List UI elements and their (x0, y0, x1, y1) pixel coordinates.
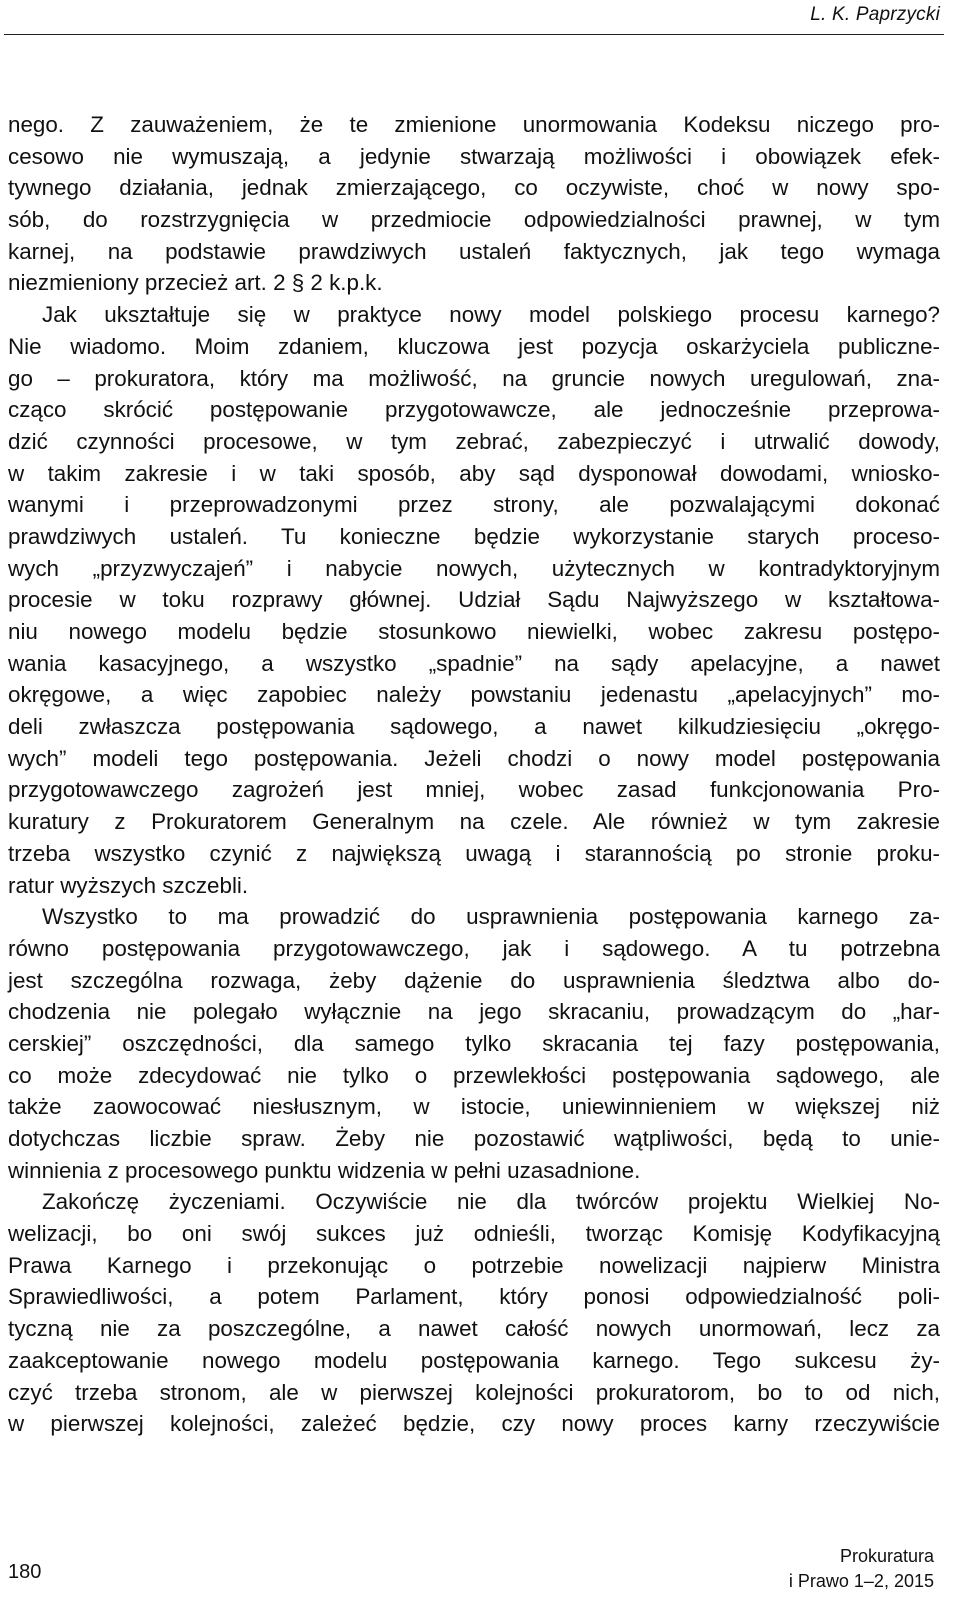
text-line: okręgowe, a więc zapobiec należy powstaniu jedenastu „apelacyjnych” mo- (8, 682, 940, 708)
text-line: deli zwłaszcza postępowania sądowego, a nawet kilkudziesięciu „okręgo- (8, 714, 940, 740)
text-line: zaakceptowanie nowego modelu postępowania karnego. Tego sukcesu ży- (8, 1347, 940, 1373)
text-line: procesie w toku rozprawy głównej. Udział Sądu Najwyższego w kształtowa- (8, 587, 940, 613)
text-line: tywnego działania, jednak zmierzającego, co oczywiste, choć w nowy spo- (8, 175, 940, 201)
text-line: go – prokuratora, który ma możliwość, na gruncie nowych uregulowań, zna- (8, 365, 940, 391)
text-line: trzeba wszystko czynić z największą uwagą i starannością po stronie proku- (8, 840, 940, 866)
text-line: sób, do rozstrzygnięcia w przedmiocie odpowiedzialności prawnej, w tym (8, 207, 940, 233)
text-line: tyczną nie za poszczególne, a nawet całość nowych unormowań, lecz za (8, 1316, 940, 1342)
text-line: Zakończę życzeniami. Oczywiście nie dla twórców projektu Wielkiej No- (42, 1189, 940, 1215)
text-line: cerskiej” oszczędności, dla samego tylko skracania tej fazy postępowania, (8, 1030, 940, 1056)
text-line: czyć trzeba stronom, ale w pierwszej kolejności prokuratorom, bo to od nich, (8, 1379, 940, 1405)
text-line: wania kasacyjnego, a wszystko „spadnie” na sądy apelacyjne, a nawet (8, 650, 940, 676)
paragraph (8, 1186, 940, 1440)
text-line: niezmieniony przecież art. 2 § 2 k.p.k. (8, 270, 383, 296)
text-line: cesowo nie wymuszają, a jedynie stwarzają możliwości i obowiązek efek- (8, 143, 940, 169)
text-line: cząco skrócić postępowanie przygotowawcze, ale jednocześnie przeprowa- (8, 397, 940, 423)
text-line: równo postępowania przygotowawczego, jak i sądowego. A tu potrzebna (8, 935, 940, 961)
running-header (4, 0, 944, 35)
text-line: winnienia z procesowego punktu widzenia w pełni uzasadnione. (8, 1157, 641, 1183)
text-line: Sprawiedliwości, a potem Parlament, który ponosi odpowiedzialność poli- (8, 1284, 940, 1310)
text-line: przygotowawczego zagrożeń jest mniej, wobec zasad funkcjonowania Pro- (8, 777, 940, 803)
text-line: ratur wyższych szczebli. (8, 872, 249, 898)
text-line: jest szczególna rozwaga, żeby dążenie do usprawnienia śledztwa albo do- (8, 967, 940, 993)
page-number: 180 (8, 1561, 42, 1583)
header-author: L. K. Paprzycki (810, 4, 940, 25)
text-line: wych „przyzwyczajeń” i nabycie nowych, użytecznych w kontradyktoryjnym (8, 555, 940, 581)
text-line: co może zdecydować nie tylko o przewlekłości postępowania sądowego, ale (8, 1062, 940, 1088)
text-line: Wszystko to ma prowadzić do usprawnienia postępowania karnego za- (42, 904, 940, 930)
text-line: nego. Z zauważeniem, że te zmienione unormowania Kodeksu niczego pro- (8, 112, 940, 137)
text-line: Prawa Karnego i przekonując o potrzebie nowelizacji najpierw Ministra (8, 1252, 940, 1278)
text-line: w takim zakresie i w taki sposób, aby sąd dysponował dowodami, wniosko- (8, 460, 940, 486)
text-line: Nie wiadomo. Moim zdaniem, kluczowa jest pozycja oskarżyciela publiczne- (8, 333, 940, 359)
text-line: niu nowego modelu będzie stosunkowo niewielki, wobec zakresu postępo- (8, 619, 940, 644)
paragraph (8, 901, 940, 1186)
text-line: dzić czynności procesowe, w tym zebrać, zabezpieczyć i utrwalić dowody, (8, 428, 940, 454)
paragraph (8, 109, 940, 299)
text-line: wych” modeli tego postępowania. Jeżeli chodzi o nowy model postępowania (8, 745, 940, 771)
text-line: także zaowocować niesłusznym, w istocie, uniewinnieniem w większej niż (8, 1094, 940, 1120)
paragraph (8, 299, 940, 901)
text-line: chodzenia nie polegało wyłącznie na jego skracaniu, prowadzącym do „har- (8, 999, 940, 1025)
body-text (8, 109, 940, 1440)
text-line: karnej, na podstawie prawdziwych ustaleń faktycznych, jak tego wymaga (8, 238, 940, 264)
text-line: w pierwszej kolejności, zależeć będzie, czy nowy proces karny rzeczywiście (8, 1411, 940, 1437)
journal-name: Prokuratura (839, 1546, 934, 1566)
journal-issue: i Prawo 1–2, 2015 (788, 1571, 934, 1591)
text-line: welizacji, bo oni swój sukces już odnieśli, tworząc Komisję Kodyfikacyjną (8, 1221, 940, 1247)
text-line: Jak ukształtuje się w praktyce nowy model polskiego procesu karnego? (42, 302, 940, 328)
text-line: prawdziwych ustaleń. Tu konieczne będzie wykorzystanie starych proceso- (8, 523, 940, 549)
journal-info (789, 1544, 934, 1594)
text-line: wanymi i przeprowadzonymi przez strony, ale pozwalającymi dokonać (8, 492, 940, 518)
text-line: dotychczas liczbie spraw. Żeby nie pozostawić wątpliwości, będą to unie- (8, 1126, 940, 1151)
text-line: kuratury z Prokuratorem Generalnym na czele. Ale również w tym zakresie (8, 809, 940, 835)
